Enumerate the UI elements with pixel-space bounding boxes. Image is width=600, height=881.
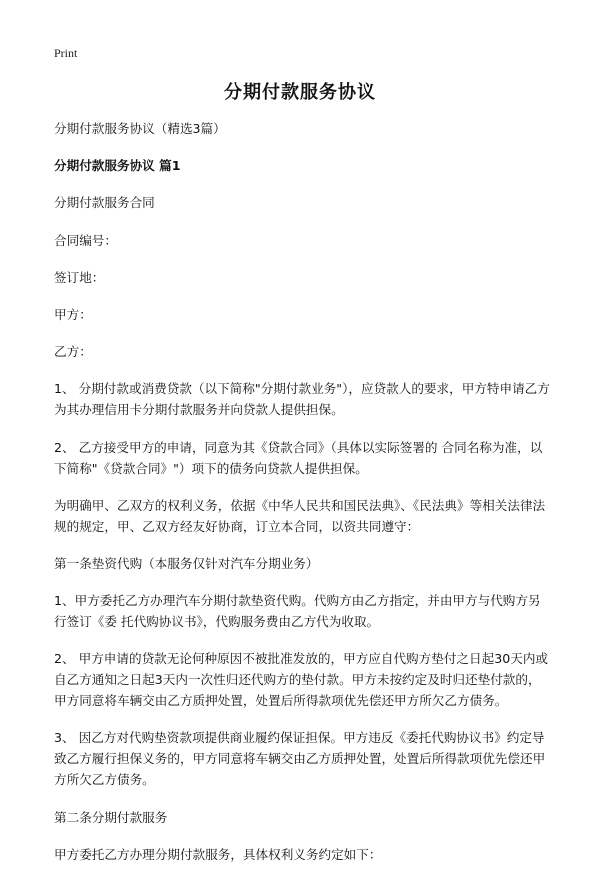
paragraph: 分期付款服务协议（精选3篇） [54,121,226,136]
paragraph: 1、甲方委托乙方办理汽车分期付款垫资代购。代购方由乙方指定，并由甲方与代购方另行签订《委 托代购协议书》，代购服务费由乙方代为收取。 [54,593,541,630]
page-title: 分期付款服务协议 [224,82,376,103]
paragraph: 甲方委托乙方办理分期付款服务，具体权利义务约定如下： [54,846,382,862]
paragraph: 合同编号： [54,232,117,248]
paragraph: 甲方： [54,306,92,322]
paragraph: 签订地： [54,269,105,285]
paragraph: 为明确甲、乙双方的权利义务，依据《中华人民共和国民法典》、《民法典》等相关法律法规的规定，甲、乙双方经友好协商，订立本合同，以资共同遵守： [54,497,546,534]
paragraph: 分期付款服务合同 [54,195,155,211]
document-body [54,118,552,881]
paragraph: 2、 甲方申请的贷款无论何种原因不被批准发放的，甲方应自代购方垫付之日起30天内或自乙方通知之日起3天内一次性归还代购方的垫付款。甲方未按约定及时归还垫付款的，甲方同意将车辆交由乙方质押处置，处置后所得款项优先偿还甲方所欠乙方债务。 [54,651,549,709]
paragraph: 乙方： [54,344,92,360]
paragraph: 2、 乙方接受甲方的申请，同意为其《贷款合同》（具体以实际签署的 合同名称为准，以下简称"《贷款合同》"）项下的债务向贷款人提供担保。 [54,439,543,476]
paragraph: 3、 因乙方对代购垫资款项提供商业履约保证担保。甲方违反《委托代购协议书》约定导致乙方履行担保义务的，甲方同意将车辆交由乙方质押处置，处置后所得款项优先偿还甲方所欠乙方债务。 [54,730,546,788]
paragraph: 第二条分期付款服务 [54,809,168,825]
paragraph: 第一条垫资代购（本服务仅针对汽车分期业务） [54,555,319,571]
print-label: Print [54,46,78,60]
paragraph: 1、 分期付款或消费贷款（以下简称"分期付款业务"），应贷款人的要求，甲方特申请乙方为其办理信用卡分期付款服务并向贷款人提供担保。 [54,381,550,418]
section-heading: 分期付款服务协议 篇1 [54,158,181,174]
